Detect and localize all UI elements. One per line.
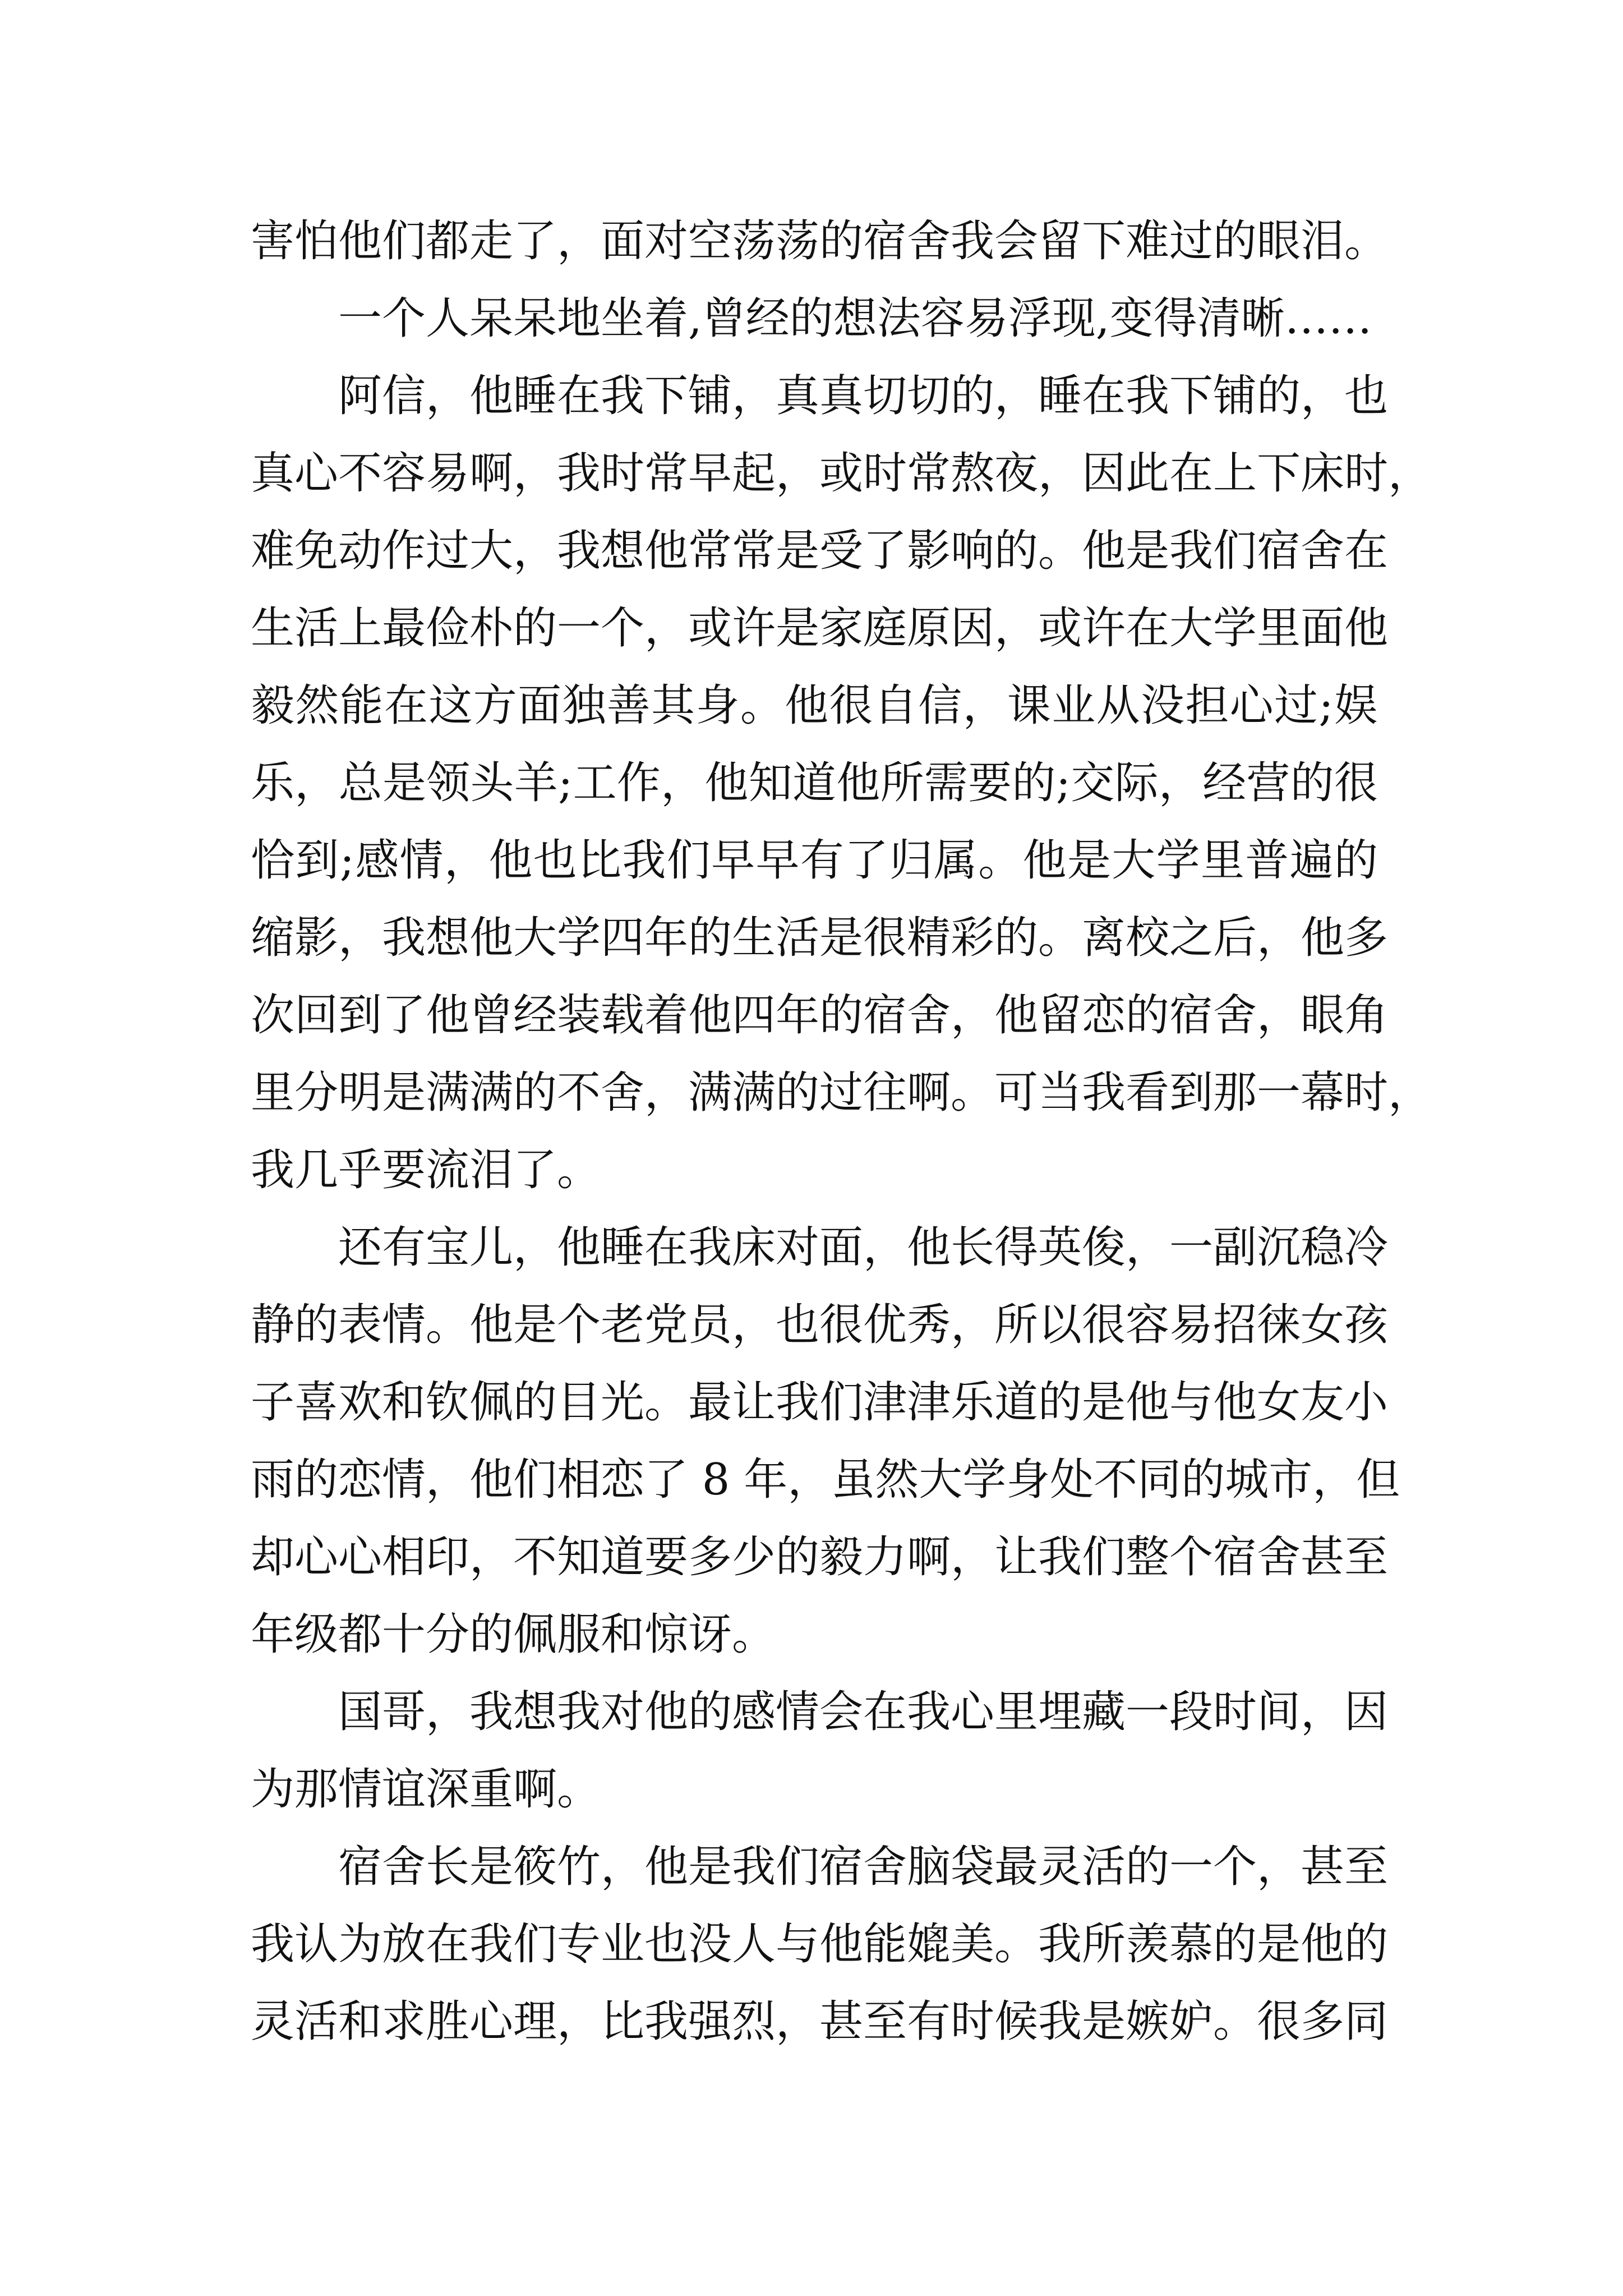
text-line: 宿舍长是筱竹，他是我们宿舍脑袋最灵活的一个，甚至 bbox=[338, 1842, 1389, 1892]
text-line: 却心心相印，不知道要多少的毅力啊，让我们整个宿舍甚至 bbox=[251, 1532, 1389, 1582]
text-line: 国哥，我想我对他的感情会在我心里埋藏一段时间，因 bbox=[338, 1687, 1389, 1737]
text-line: 子喜欢和钦佩的目光。最让我们津津乐道的是他与他女友小 bbox=[251, 1377, 1389, 1428]
text-line: 雨的恋情，他们相恋了 8 年，虽然大学身处不同的城市，但 bbox=[251, 1455, 1400, 1505]
text-line: 毅然能在这方面独善其身。他很自信，课业从没担心过;娱 bbox=[251, 680, 1378, 731]
text-line: 阿信，他睡在我下铺，真真切切的，睡在我下铺的，也 bbox=[338, 371, 1389, 421]
text-line: 乐，总是领头羊;工作，他知道他所需要的;交际，经营的很 bbox=[251, 758, 1378, 808]
text-line: 恰到;感情，他也比我们早早有了归属。他是大学里普遍的 bbox=[251, 835, 1378, 886]
text-line: 次回到了他曾经装载着他四年的宿舍，他留恋的宿舍，眼角 bbox=[251, 990, 1389, 1041]
text-line: 缩影，我想他大学四年的生活是很精彩的。离校之后，他多 bbox=[251, 913, 1389, 963]
text-line: 我认为放在我们专业也没人与他能媲美。我所羡慕的是他的 bbox=[251, 1919, 1389, 1970]
text-line: 还有宝儿，他睡在我床对面，他长得英俊，一副沉稳冷 bbox=[338, 1222, 1389, 1273]
text-line: 害怕他们都走了，面对空荡荡的宿舍我会留下难过的眼泪。 bbox=[251, 216, 1389, 266]
text-line: 年级都十分的佩服和惊讶。 bbox=[251, 1609, 776, 1660]
text-line: 静的表情。他是个老党员，也很优秀，所以很容易招徕女孩 bbox=[251, 1300, 1389, 1350]
text-line: 我几乎要流泪了。 bbox=[251, 1145, 601, 1195]
text-line: 里分明是满满的不舍，满满的过往啊。可当我看到那一幕时， bbox=[251, 1068, 1432, 1118]
text-line: 一个人呆呆地坐着,曾经的想法容易浮现,变得清晰…… bbox=[338, 293, 1372, 344]
text-line: 灵活和求胜心理，比我强烈，甚至有时候我是嫉妒。很多同 bbox=[251, 1996, 1389, 2047]
text-line: 难免动作过大，我想他常常是受了影响的。他是我们宿舍在 bbox=[251, 526, 1389, 576]
text-line: 为那情谊深重啊。 bbox=[251, 1764, 601, 1815]
text-line: 生活上最俭朴的一个，或许是家庭原因，或许在大学里面他 bbox=[251, 603, 1389, 654]
text-line: 真心不容易啊，我时常早起，或时常熬夜，因此在上下床时， bbox=[251, 448, 1432, 499]
